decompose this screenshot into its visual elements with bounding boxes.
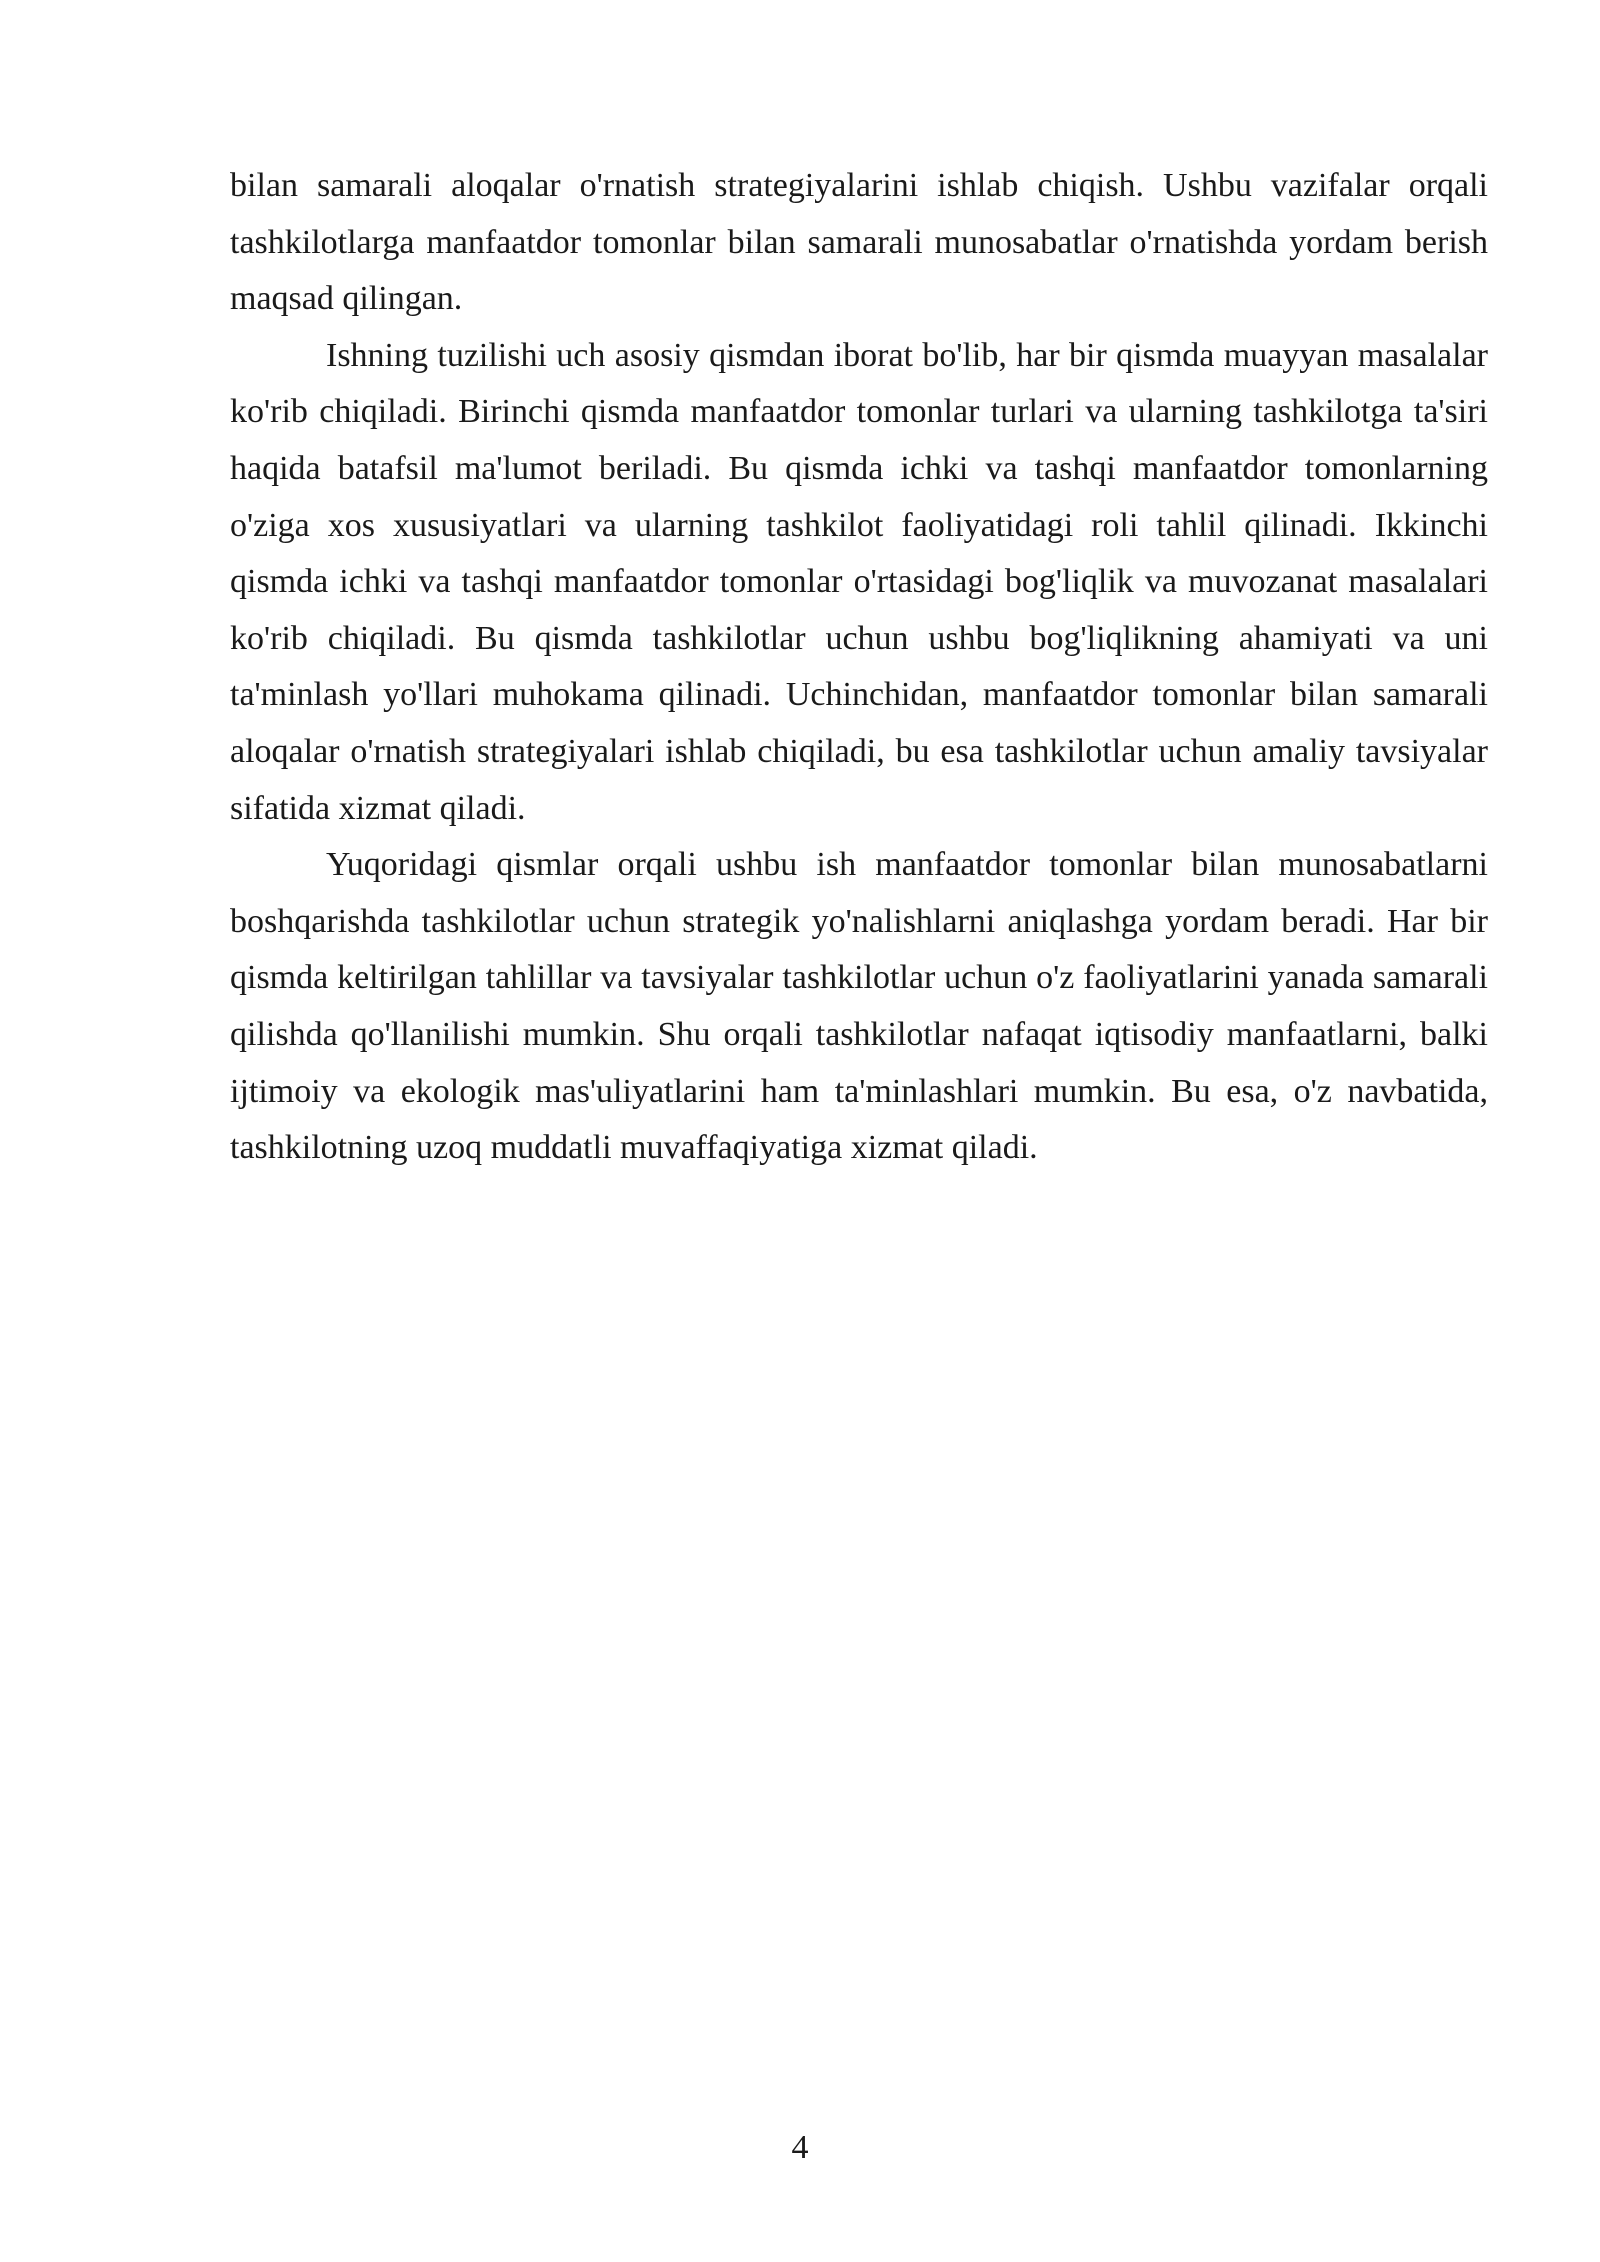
page-number: 4 [791,2129,809,2166]
paragraph-structure: Ishning tuzilishi uch asosiy qismdan iborat bo'lib, har bir qismda muayyan masalalar ko'rib chiqiladi. Birinchi qismda manfaatdor tomonlar turlari va ularning tashkilotga ta'siri haqida batafsil ma'lumot beriladi. Bu qismda ichki va tashqi manfaatdor tomonlarning o'ziga xos xususiyatlari va ularning tashkilot faoliyatidagi roli tahlil qilinadi. Ikkinchi qismda ichki va tashqi manfaatdor tomonlar o'rtasidagi bog'liqlik va muvozanat masalalari ko'rib chiqiladi. Bu qismda tashkilotlar uchun ushbu bog'liqlikning ahamiyati va uni ta'minlash yo'llari muhokama qilinadi. Uchinchidan, manfaatdor tomonlar bilan samarali aloqalar o'rnatish strategiyalari ishlab chiqiladi, bu esa tashkilotlar uchun amaliy tavsiyalar sifatida xizmat qiladi. [230,336,1488,827]
paragraph-conclusion: Yuqoridagi qismlar orqali ushbu ish manfaatdor tomonlar bilan munosabatlarni boshqarishda tashkilotlar uchun strategik yo'nalishlarni aniqlashga yordam beradi. Har bir qismda keltirilgan tahlillar va tavsiyalar tashkilotlar uchun o'z faoliyatlarini yanada samarali qilishda qo'llanilishi mumkin. Shu orqali tashkilotlar nafaqat iqtisodiy manfaatlarni, balki ijtimoiy va ekologik mas'uliyatlarini ham ta'minlashlari mumkin. Bu esa, o'z navbatida, tashkilotning uzoq muddatli muvaffaqiyatiga xizmat qiladi. [230,846,1488,1167]
body-text [230,158,1488,1177]
paragraph-continuation: bilan samarali aloqalar o'rnatish strategiyalarini ishlab chiqish. Ushbu vazifalar orqali tashkilotlarga manfaatdor tomonlar bilan samarali munosabatlar o'rnatishda yordam berish maqsad qilingan. [230,167,1488,318]
